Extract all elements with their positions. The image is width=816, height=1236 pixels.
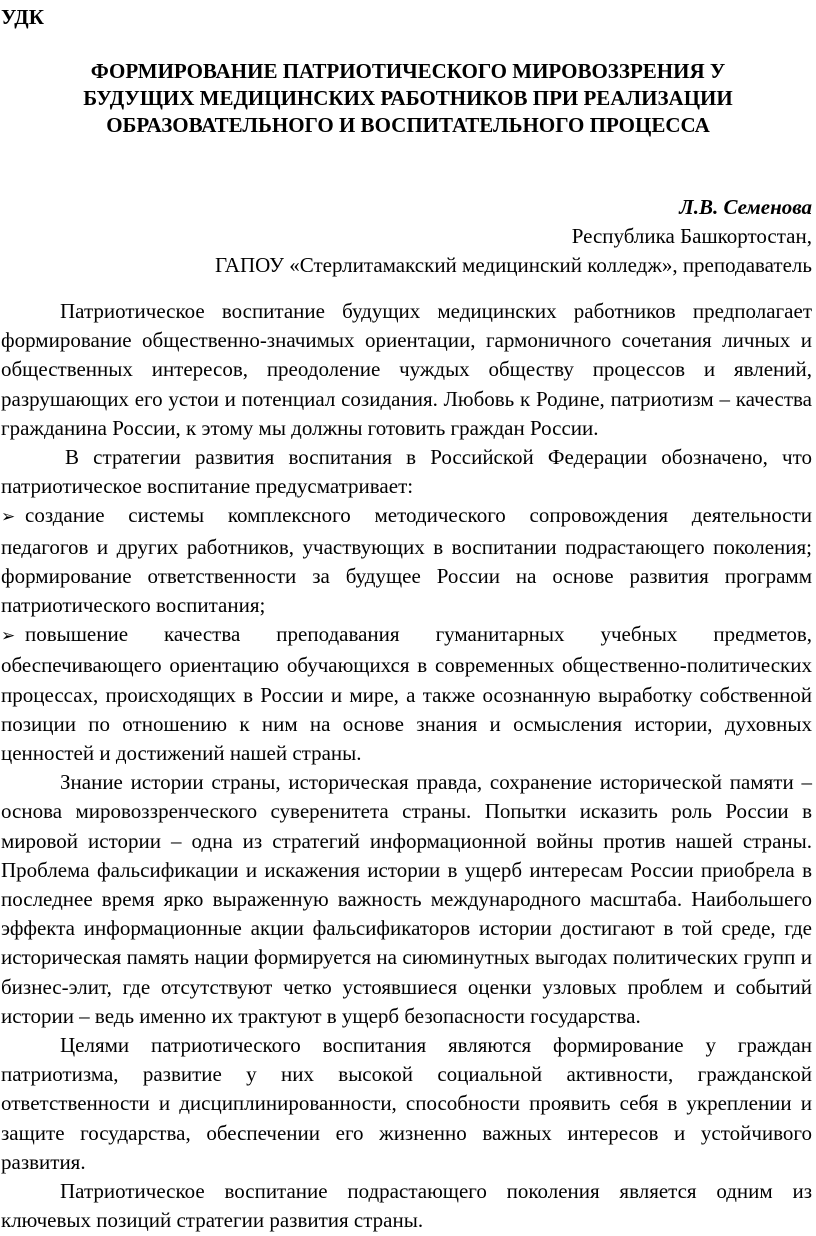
list-item-text: создание системы комплексного методического сопровождения деятельности педагогов и других работников, участвующих в воспитании подрастающего поколения; формирование ответственности за будущее России на основе развития программ патриотического воспитания;: [1, 503, 812, 618]
paragraph-1: Патриотическое воспитание будущих медицинских работников предполагает формирование общественно-значимых ориентации, гармоничного сочетания личных и общественных интересов, преодоление чуждых обществу процессов и явлений, разрушающих его устои и потенциал созидания. Любовь к Родине, патриотизм – качества гражданина России, к этому мы должны готовить граждан России.: [1, 299, 812, 440]
paragraph-5: Патриотическое воспитание подрастающего поколения является одним из ключевых позиций стратегии развития страны.: [1, 1179, 812, 1233]
title-line-3: ОБРАЗОВАТЕЛЬНОГО И ВОСПИТАТЕЛЬНОГО ПРОЦЕССА: [106, 113, 710, 137]
author-affiliation: ГАПОУ «Стерлитамакский медицинский колледж», преподаватель: [214, 253, 812, 277]
arrow-bullet-icon: ➢: [1, 626, 16, 647]
author-name: Л.В. Семенова: [679, 195, 812, 219]
list-item: [1, 620, 812, 768]
list-item-text: повышение качества преподавания гуманитарных учебных предметов, обеспечивающего ориентацию обучающихся в современных общественно-политических процессах, происходящих в России и мире, а также осознанную выработку собственной позиции по отношению к ним на основе знания и осмысления истории, духовных ценностей и достижений нашей страны.: [1, 622, 812, 766]
paragraph-2: В стратегии развития воспитания в Российской Федерации обозначено, что патриотическое воспитание предусматривает:: [1, 445, 812, 499]
udk-label: УДК: [1, 5, 44, 29]
title-line-2: БУДУЩИХ МЕДИЦИНСКИХ РАБОТНИКОВ ПРИ РЕАЛИЗАЦИИ: [83, 86, 733, 110]
list-item: [1, 501, 812, 620]
arrow-bullet-icon: ➢: [1, 507, 16, 528]
paragraph-3: Знание истории страны, историческая правда, сохранение исторической памяти – основа мировоззренческого суверенитета страны. Попытки исказить роль России в мировой истории – одна из стратегий информационной войны против нашей страны. Проблема фальсификации и искажения истории в ущерб интересам России приобрела в последнее время ярко выраженную важность международного масштаба. Наибольшего эффекта информационные акции фальсификаторов истории достигают в той среде, где историческая память нации формируется на сиюминутных выгодах политических групп и бизнес-элит, где отсутствуют четко устоявшиеся оценки узловых проблем и событий истории – ведь именно их трактуют в ущерб безопасности государства.: [1, 770, 812, 1028]
author-region: Республика Башкортостан,: [571, 224, 812, 248]
article-body: [1, 297, 812, 1236]
article-title: [0, 58, 816, 139]
bullet-list: [1, 501, 812, 768]
title-line-1: ФОРМИРОВАНИЕ ПАТРИОТИЧЕСКОГО МИРОВОЗЗРЕНИЯ У: [90, 59, 726, 83]
author-block: [215, 193, 812, 280]
paragraph-4: Целями патриотического воспитания являются формирование у граждан патриотизма, развитие у них высокой социальной активности, гражданской ответственности и дисциплинированности, способности проявить себя в укреплении и защите государства, обеспечении его жизненно важных интересов и устойчивого развития.: [1, 1033, 812, 1174]
